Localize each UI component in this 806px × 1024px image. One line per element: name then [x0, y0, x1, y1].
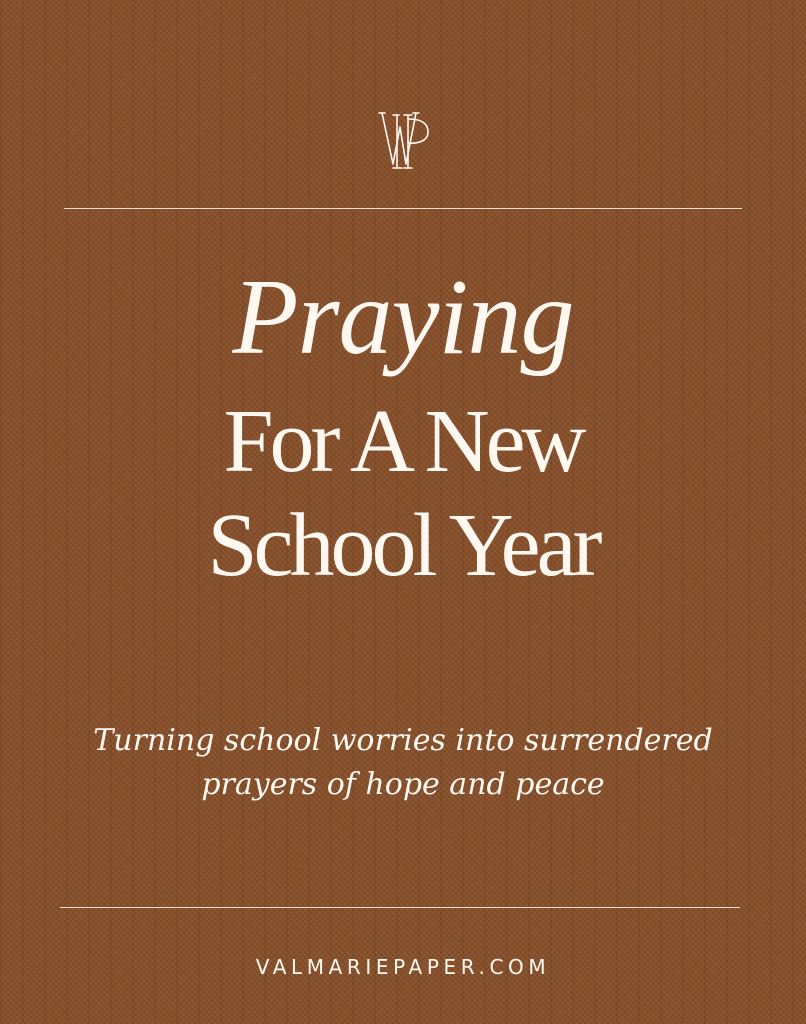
- subtitle: [90, 719, 716, 807]
- subtitle-line-2: prayers of hope and peace: [201, 767, 605, 802]
- website-link[interactable]: VALMARIEPAPER.COM: [255, 955, 551, 979]
- top-divider: [64, 208, 742, 209]
- title-block: [40, 260, 766, 598]
- subtitle-line-1: Turning school worries into surrendered: [93, 723, 713, 758]
- title-line-for-a-new: For A New: [223, 392, 583, 491]
- title-line-praying: Praying: [232, 258, 574, 377]
- title-line-school-year: School Year: [207, 496, 599, 595]
- bottom-divider: [60, 907, 740, 908]
- vmp-monogram-icon: [375, 105, 433, 175]
